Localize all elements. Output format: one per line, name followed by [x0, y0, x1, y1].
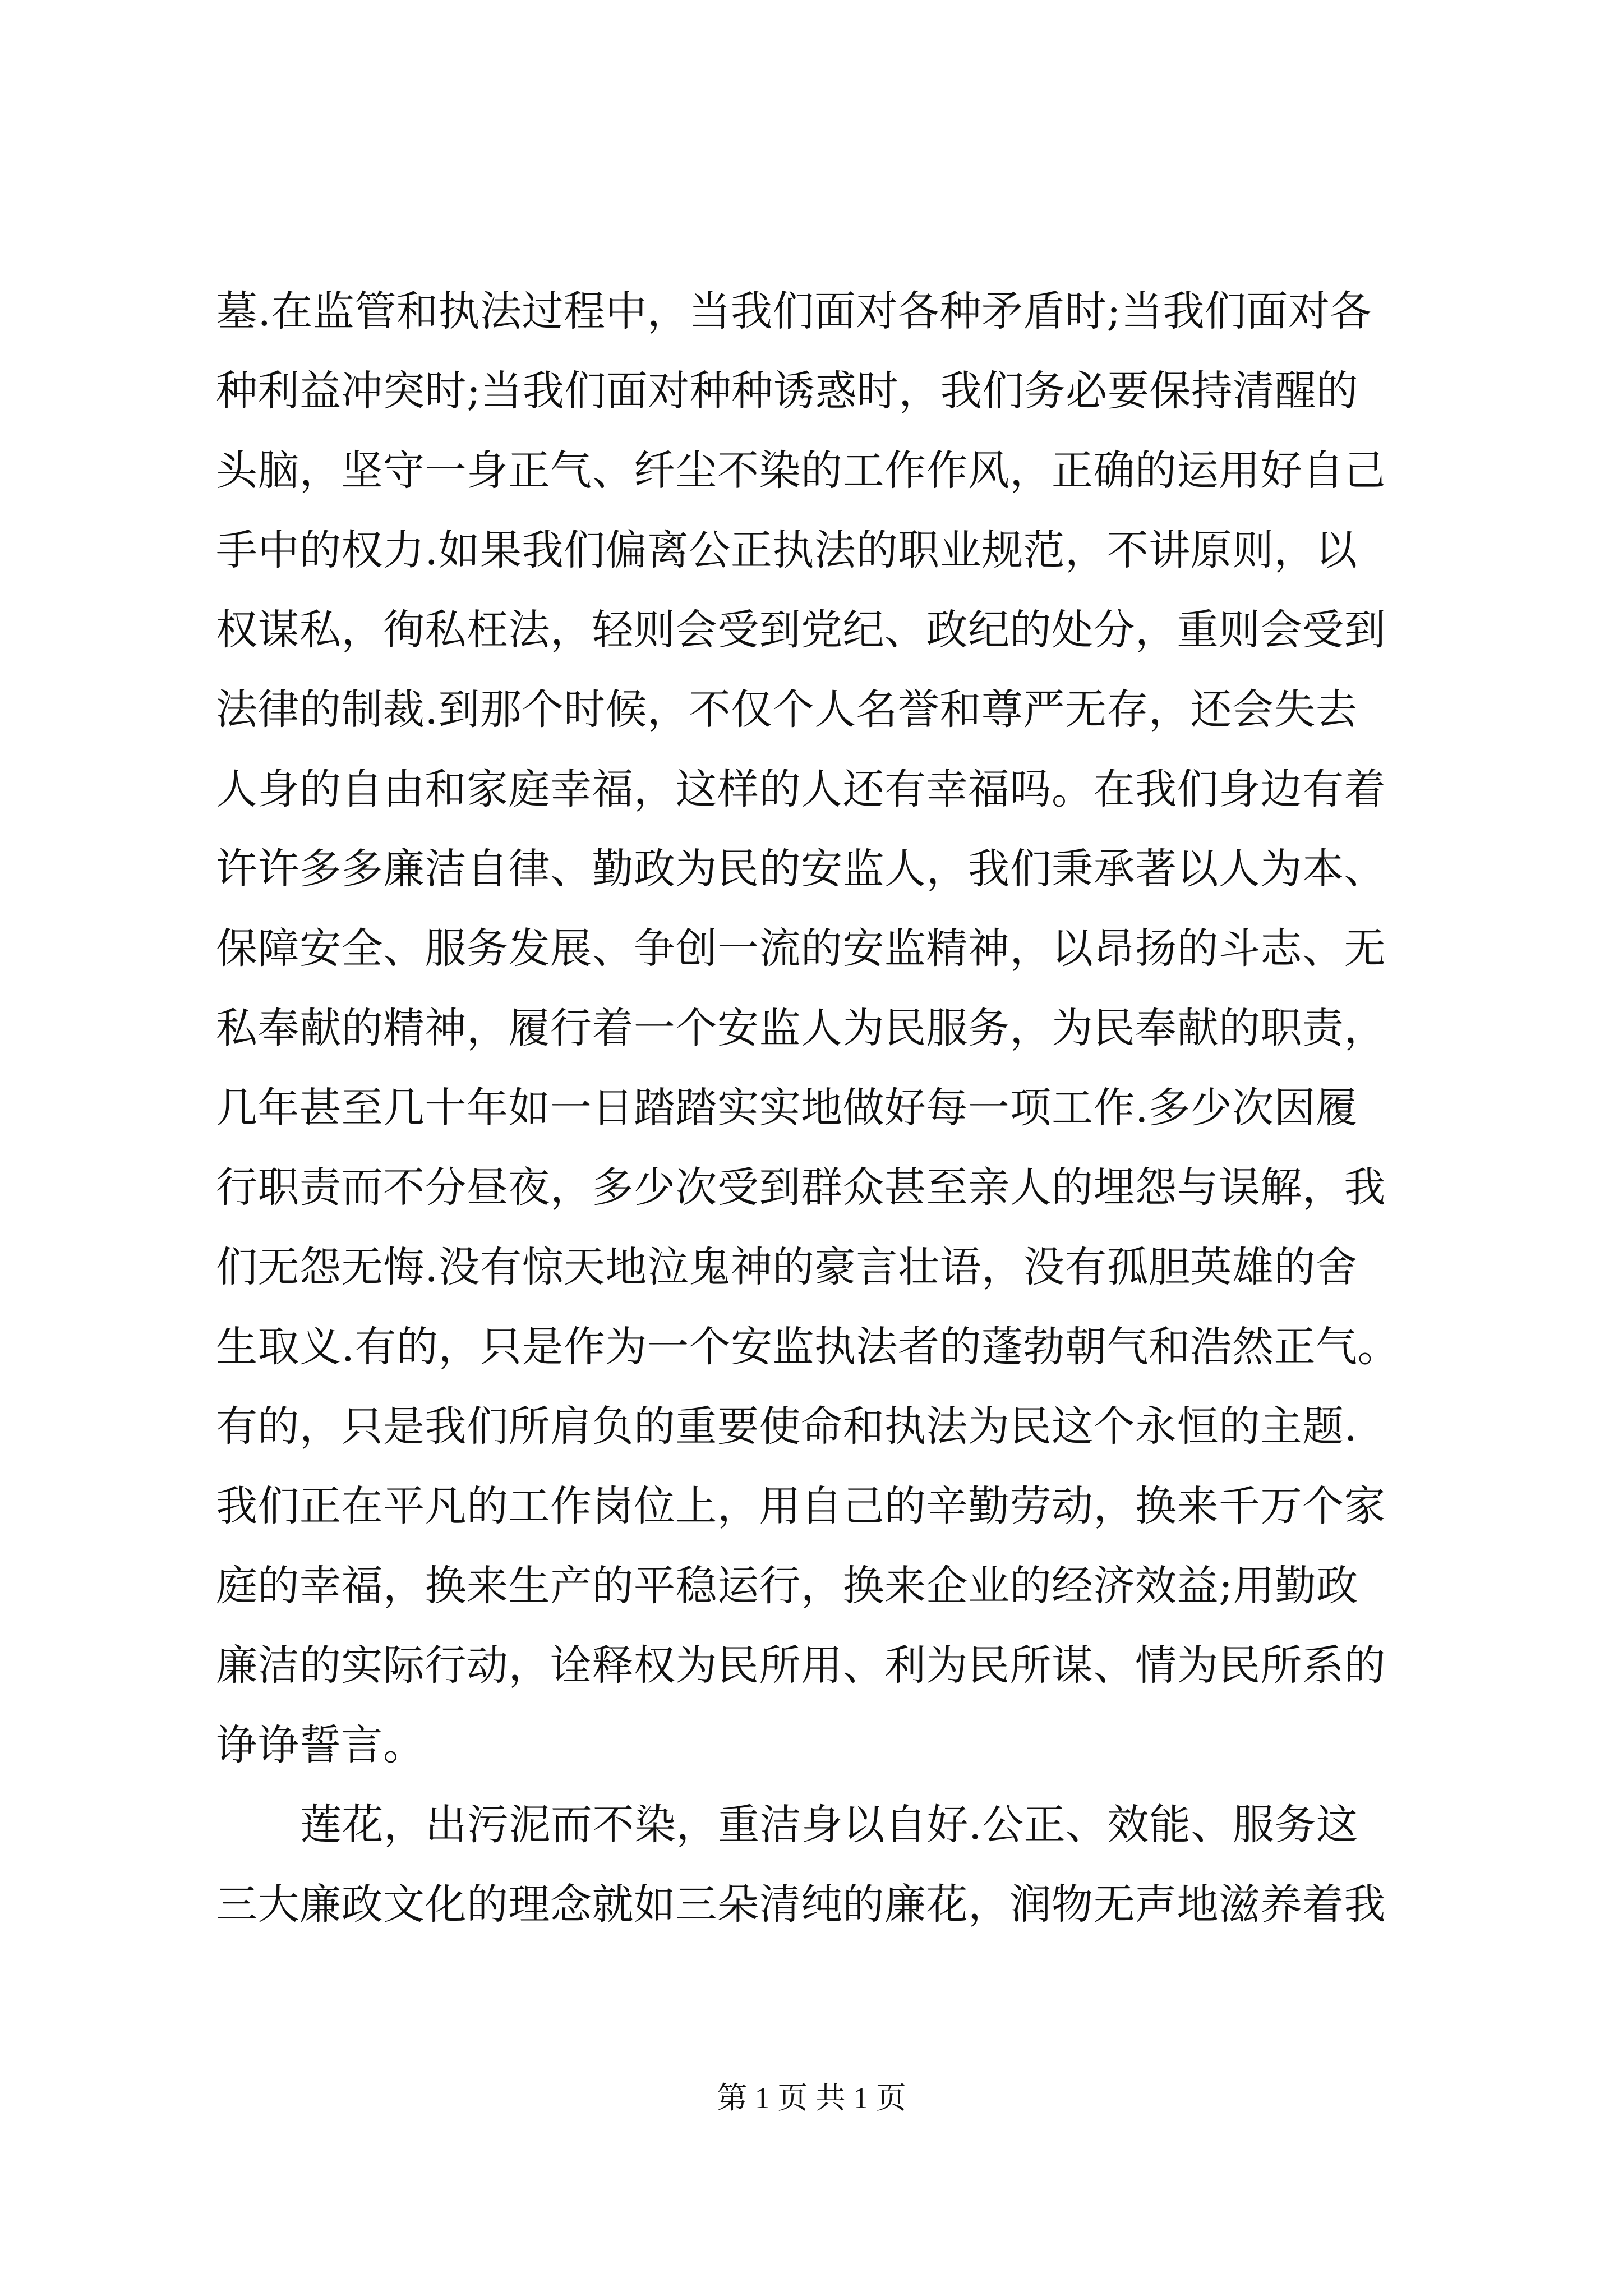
text-line: 权谋私，徇私枉法，轻则会受到党纪、政纪的处分，重则会受到: [216, 606, 1386, 654]
page-number-footer: 第 1 页 共 1 页: [717, 2081, 906, 2115]
text-line: 们无怨无悔.没有惊天地泣鬼神的豪言壮语，没有孤胆英雄的舍: [216, 1243, 1358, 1291]
paragraph-first-line: 莲花，出污泥而不染，重洁身以自好.公正、效能、服务这: [300, 1801, 1358, 1849]
text-line: 庭的幸福，换来生产的平稳运行，换来企业的经济效益;用勤政: [216, 1562, 1358, 1610]
text-line: 法律的制裁.到那个时候，不仅个人名誉和尊严无存，还会失去: [216, 685, 1358, 734]
text-line: 有的，只是我们所肩负的重要使命和执法为民这个永恒的主题.: [216, 1402, 1358, 1451]
text-line: 几年甚至几十年如一日踏踏实实地做好每一项工作.多少次因履: [216, 1084, 1358, 1132]
text-line: 我们正在平凡的工作岗位上，用自己的辛勤劳动，换来千万个家: [216, 1482, 1386, 1530]
text-line: 行职责而不分昼夜，多少次受到群众甚至亲人的埋怨与误解，我: [216, 1163, 1386, 1212]
text-line: 私奉献的精神，履行着一个安监人为民服务，为民奉献的职责，: [216, 1004, 1386, 1052]
text-line: 三大廉政文化的理念就如三朵清纯的廉花，润物无声地滋养着我: [216, 1880, 1386, 1929]
text-line: 保障安全、服务发展、争创一流的安监精神，以昂扬的斗志、无: [216, 924, 1386, 973]
text-line: 手中的权力.如果我们偏离公正执法的职业规范，不讲原则，以: [216, 526, 1358, 574]
text-line: 廉洁的实际行动，诠释权为民所用、利为民所谋、情为民所系的: [216, 1641, 1386, 1690]
text-line: 生取义.有的，只是作为一个安监执法者的蓬勃朝气和浩然正气。: [216, 1323, 1400, 1371]
text-line: 头脑，坚守一身正气、纤尘不染的工作作风，正确的运用好自己: [216, 447, 1386, 495]
text-line: 种利益冲突时;当我们面对种种诱惑时，我们务必要保持清醒的: [216, 367, 1358, 415]
text-line: 诤诤誓言。: [216, 1721, 425, 1769]
text-line: 墓.在监管和执法过程中，当我们面对各种矛盾时;当我们面对各: [216, 287, 1372, 335]
text-line: 人身的自由和家庭幸福，这样的人还有幸福吗。在我们身边有着: [216, 765, 1386, 813]
text-line: 许许多多廉洁自律、勤政为民的安监人，我们秉承著以人为本、: [216, 845, 1386, 893]
